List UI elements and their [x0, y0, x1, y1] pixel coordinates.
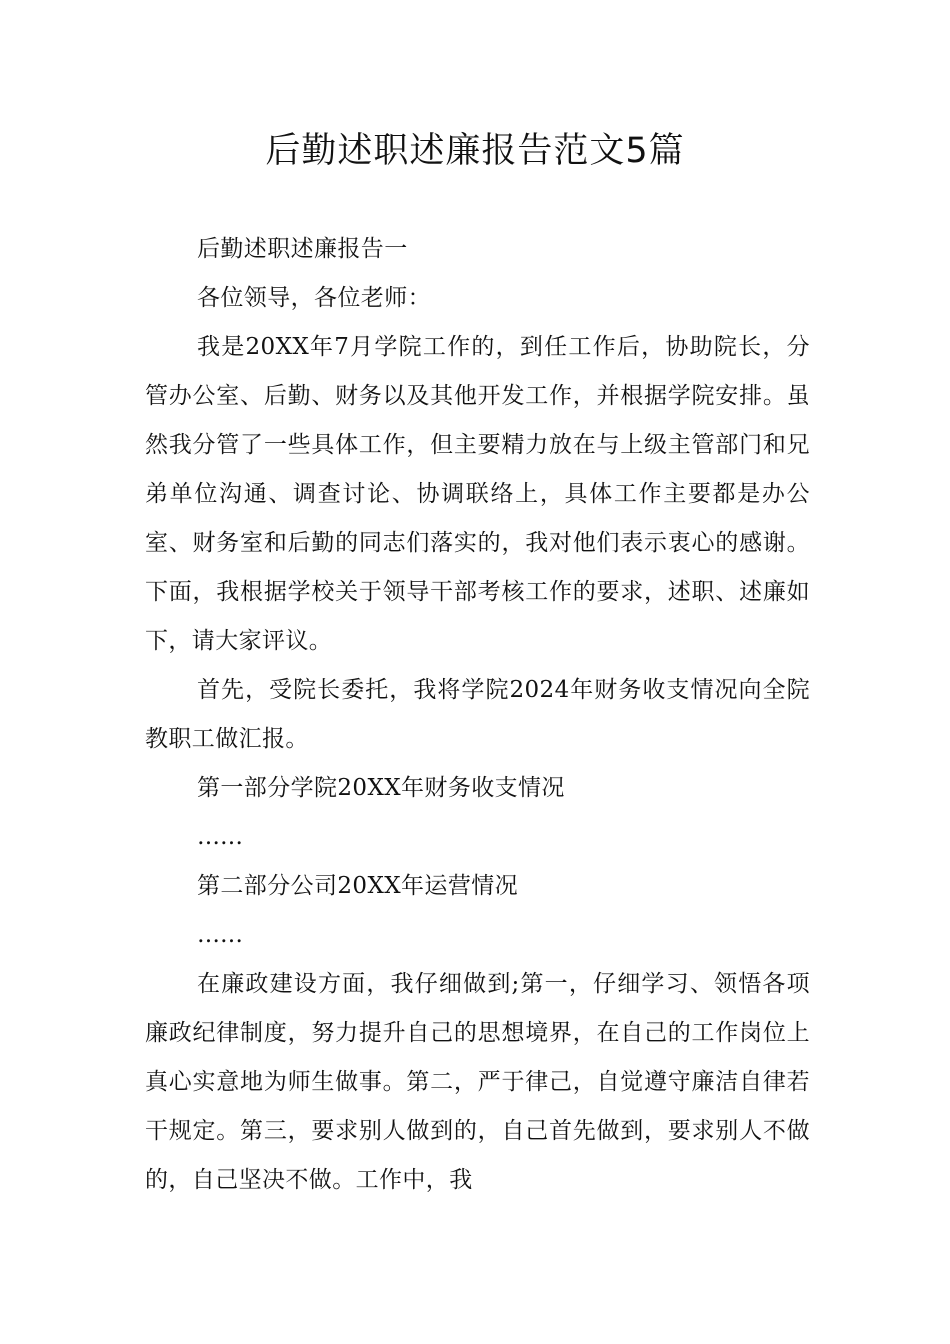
body-paragraph: 首先，受院长委托，我将学院2024年财务收支情况向全院教职工做汇报。 [145, 677, 810, 752]
body-paragraph: 在廉政建设方面，我仔细做到;第一，仔细学习、领悟各项廉政纪律制度，努力提升自己的思想境界，在自己的工作岗位上真心实意地为师生做事。第二，严于律己，自觉遵守廉洁自律若干规定。第三，要求别人做到的，自己首先做到，要求别人不做的，自己坚决不做。工作中，我 [145, 971, 810, 1193]
document-body [145, 225, 810, 1205]
ellipsis: …… [197, 922, 243, 948]
ellipsis: …… [197, 824, 243, 850]
document-title: 后勤述职述廉报告范文5篇 [265, 131, 685, 171]
subsection-heading: 第一部分学院20XX年财务收支情况 [197, 775, 565, 801]
subsection-heading: 第二部分公司20XX年运营情况 [197, 873, 519, 899]
section-heading: 后勤述职述廉报告一 [197, 236, 408, 262]
body-paragraph: 我是20XX年7月学院工作的，到任工作后，协助院长，分管办公室、后勤、财务以及其他开发工作，并根据学院安排。虽然我分管了一些具体工作，但主要精力放在与上级主管部门和兄弟单位沟通、调查讨论、协调联络上，具体工作主要都是办公室、财务室和后勤的同志们落实的，我对他们表示衷心的感谢。下面，我根据学校关于领导干部考核工作的要求，述职、述廉如下，请大家评议。 [145, 334, 810, 654]
salutation: 各位领导，各位老师： [197, 285, 431, 311]
